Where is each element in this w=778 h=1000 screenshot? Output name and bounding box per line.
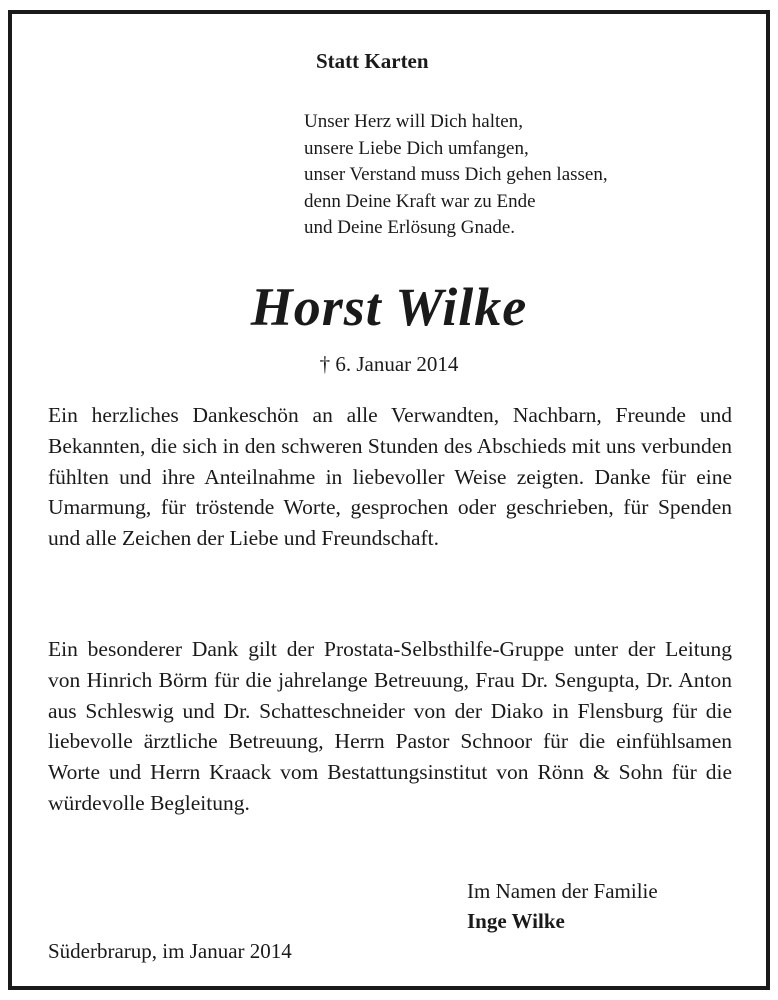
poem <box>304 109 608 242</box>
obituary-notice <box>8 10 770 990</box>
thanks-paragraph: Ein herzliches Dankeschön an alle Verwandten, Nachbarn, Freunde und Bekannten, die sich in den schweren Stunden des Abschieds mit uns verbunden fühlten und ihre Anteilnahme in liebevoller Weise zeigten. Danke für eine Umarmung, für tröstende Worte, gesprochen oder geschrieben, für Spenden und alle Zeichen der Liebe und Freundschaft. <box>48 403 732 551</box>
signer-name: Inge Wilke <box>467 909 565 933</box>
closing-line: Im Namen der Familie <box>467 879 658 903</box>
deceased-name: Horst Wilke <box>250 277 528 337</box>
notice-heading: Statt Karten <box>316 49 429 73</box>
poem-line: Unser Herz will Dich halten, <box>304 111 523 132</box>
poem-line: und Deine Erlösung Gnade. <box>304 217 516 238</box>
special-thanks-paragraph: Ein besonderer Dank gilt der Prostata-Selbsthilfe-Gruppe unter der Leitung von Hinrich Börm für die jahrelange Betreuung, Frau Dr. Sengupta, Dr. Anton aus Schleswig und Dr. Schatteschneider von der Diako in Flensburg für die liebevolle ärztliche Betreuung, Herrn Pastor Schnoor für die einfühlsamen Worte und Herrn Kraack vom Bestattungsinstitut von Rönn & Sohn für die würdevolle Begleitung. <box>48 637 732 815</box>
poem-line: unser Verstand muss Dich gehen lassen, <box>304 164 608 185</box>
death-date: † 6. Januar 2014 <box>319 352 459 376</box>
poem-line: unsere Liebe Dich umfangen, <box>304 137 529 159</box>
place-date: Süderbrarup, im Januar 2014 <box>48 939 292 963</box>
poem-line: denn Deine Kraft war zu Ende <box>304 190 536 212</box>
closing-block <box>467 876 658 936</box>
